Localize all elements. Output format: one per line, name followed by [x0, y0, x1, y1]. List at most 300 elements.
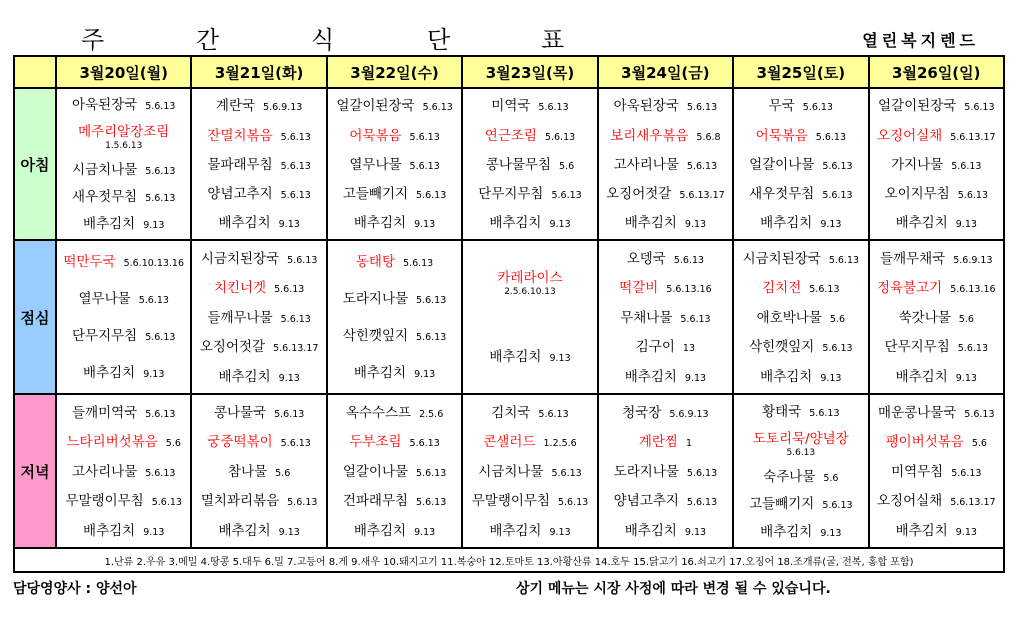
menu-item: [463, 403, 596, 422]
menu-item: [192, 491, 325, 510]
dish-name: 고사리나물: [613, 156, 679, 173]
menu-item-line: [72, 326, 175, 345]
allergen-codes: 5.6: [958, 313, 974, 325]
menu-item-line: [749, 155, 852, 174]
dish-name: 고들빼기지: [342, 185, 409, 202]
dish-name: 삭힌깻잎지: [342, 328, 409, 345]
dish-name: 고사리나물: [71, 463, 138, 480]
menu-cell: [191, 88, 326, 240]
menu-cell-items: [328, 395, 461, 547]
menu-cell: [869, 394, 1004, 548]
allergen-codes: 5.6: [823, 472, 839, 484]
dish-name: 배추김치: [489, 522, 542, 539]
meal-label: 저녁: [14, 394, 56, 548]
menu-item-line: [763, 467, 838, 486]
allergen-codes: 1.2.5.6: [543, 438, 577, 450]
dish-name: 아욱된장국: [613, 98, 679, 115]
menu-item-line: [878, 403, 994, 422]
dish-name: 연근조림: [484, 127, 537, 144]
menu-item: [328, 326, 461, 345]
dish-name: 양념고추지: [613, 493, 679, 510]
dish-name: 배추김치: [353, 215, 407, 232]
allergen-codes: 5.6: [275, 467, 291, 479]
dish-name: 멸치꽈리볶음: [200, 493, 280, 510]
dish-name: 콩나물무침: [485, 156, 552, 173]
allergen-codes: 9.13: [549, 353, 571, 365]
dish-name: 무국: [768, 98, 795, 115]
menu-item: [192, 367, 325, 386]
dish-name: 참나물: [228, 463, 268, 480]
menu-item-line: [478, 462, 581, 481]
allergen-codes: 2.5.6.10.13: [504, 286, 556, 297]
menu-cell-items: [734, 395, 867, 547]
menu-cell-items: [57, 241, 190, 393]
allergen-codes: 5.6.13.17: [273, 343, 319, 355]
dish-name: 오징어실채: [876, 493, 943, 510]
menu-item-line: [749, 494, 852, 513]
day-header: 3월24일(금): [598, 56, 733, 88]
menu-item: [463, 491, 596, 510]
menu-item-line: [354, 213, 435, 232]
allergy-legend: 1.난류 2.우유 3.메밀 4.땅콩 5.대두 6.밀 7.고등어 8.게 9.새우 10.돼지고기 11.복숭아 12.토마토 13.아황산류 14.호두 15.닭고기 16.쇠고기 17.오징어 18.조개류(굴, 전복, 홍합 포함): [14, 548, 1004, 572]
allergen-codes: 5.6.13: [280, 189, 311, 201]
menu-cell-items: [870, 395, 1003, 547]
menu-item: [192, 403, 325, 422]
menu-item: [599, 432, 732, 451]
allergen-codes: 5.6.13: [544, 131, 576, 143]
menu-item: [463, 213, 596, 232]
menu-item: [192, 96, 325, 115]
menu-item: [328, 521, 461, 540]
dish-name: 콩나물국: [213, 404, 267, 421]
menu-item: [870, 367, 1003, 386]
menu-item-line: [356, 252, 433, 271]
menu-item: [192, 126, 325, 145]
allergen-codes: 5.6.13: [287, 497, 318, 509]
menu-cell: [56, 88, 191, 240]
menu-cell: [56, 394, 191, 548]
menu-item-line: [627, 249, 704, 268]
menu-item-line: [625, 213, 706, 232]
allergen-codes: 9.13: [414, 526, 436, 538]
menu-item-line: [483, 432, 576, 451]
allergen-codes: 5.6.13: [957, 343, 988, 355]
menu-item: [734, 249, 867, 268]
breakfast-row: [14, 88, 1004, 240]
menu-item: [599, 308, 732, 327]
menu-item: [328, 462, 461, 481]
menu-item: [57, 289, 190, 308]
menu-item-line: [622, 403, 708, 422]
menu-cell: [733, 394, 868, 548]
menu-item: [734, 367, 867, 386]
menu-item: [599, 96, 732, 115]
menu-item-line: [207, 184, 310, 203]
allergen-codes: 9.13: [414, 219, 436, 231]
dish-name: 도라지나물: [342, 291, 409, 308]
menu-cell: [733, 240, 868, 394]
dish-name: 두부조림: [349, 434, 402, 451]
dish-name: 무채나물: [620, 309, 673, 326]
menu-cell: [462, 240, 597, 394]
allergen-codes: 5.6.13: [280, 160, 311, 172]
allergen-codes: 5.6.13: [274, 408, 305, 420]
allergen-codes: 5.6.13: [809, 407, 840, 419]
menu-item-line: [753, 429, 849, 448]
menu-item-line: [207, 308, 310, 327]
menu-item-line: [880, 249, 993, 268]
menu-item: [870, 126, 1003, 145]
menu-cell: [869, 240, 1004, 394]
dish-name: 김구이: [635, 339, 675, 356]
menu-item: [734, 467, 867, 486]
dish-name: 들깨무채국: [880, 250, 946, 267]
allergen-codes: 5.6: [971, 438, 987, 450]
menu-item: [599, 155, 732, 174]
menu-item-line: [877, 126, 996, 145]
menu-item-line: [636, 337, 695, 356]
title-row: [0, 0, 1009, 54]
menu-item: [192, 184, 325, 203]
dish-name: 오징어젓갈: [199, 339, 266, 356]
allergen-codes: 9.13: [684, 219, 707, 231]
menu-cell-items: [734, 89, 867, 239]
allergen-codes: 5.6.8: [696, 131, 721, 143]
menu-item-line: [349, 432, 439, 451]
dish-name: 도라지나물: [613, 463, 679, 480]
dish-name: 얼갈이된장국: [336, 98, 415, 115]
title-char: 단: [427, 26, 451, 54]
menu-item-line: [349, 155, 439, 174]
menu-item-line: [757, 308, 845, 327]
menu-cell-items: [463, 241, 596, 393]
menu-cell-items: [192, 241, 325, 393]
menu-item-line: [877, 278, 996, 297]
menu-item: [192, 432, 325, 451]
dish-name: 단무지무침: [71, 328, 138, 345]
menu-item: [463, 184, 596, 203]
dish-name: 얼갈이나물: [749, 156, 815, 173]
menu-item: [192, 337, 325, 356]
menu-item: [57, 403, 190, 422]
menu-item: [57, 122, 190, 151]
menu-item-line: [489, 347, 570, 366]
menu-item: [328, 403, 461, 422]
allergen-codes: 5.6.13: [145, 332, 176, 344]
dish-name: 팽이버섯볶음: [885, 434, 964, 451]
menu-item: [734, 126, 867, 145]
menu-item: [734, 213, 867, 232]
menu-item: [734, 96, 867, 115]
menu-cell: [462, 394, 597, 548]
allergen-codes: 9.13: [278, 372, 300, 384]
allergen-codes: 5.6.9.13: [953, 254, 993, 266]
menu-item: [192, 249, 325, 268]
menu-item-line: [63, 252, 184, 271]
dish-name: 물파래무침: [207, 156, 273, 173]
allergen-codes: 5.6.13: [280, 438, 311, 450]
menu-cell: [191, 394, 326, 548]
dish-name: 새우젓무침: [749, 185, 815, 202]
menu-item: [870, 403, 1003, 422]
menu-item: [463, 268, 596, 297]
menu-item: [599, 249, 732, 268]
dish-name: 배추김치: [624, 368, 677, 385]
allergen-codes: 5.6.13: [557, 497, 589, 509]
allergen-codes: 5.6.13: [151, 497, 182, 509]
menu-item-line: [354, 363, 435, 382]
allergen-codes: 1.5.6.13: [105, 140, 143, 151]
allergen-codes: 5.6.13: [416, 189, 447, 201]
allergen-codes: 5.6.13: [964, 408, 995, 420]
menu-item: [463, 126, 596, 145]
dish-name: 청국장: [622, 404, 662, 421]
dish-name: 무말랭이무침: [65, 493, 144, 510]
menu-item-line: [491, 403, 568, 422]
menu-item-line: [214, 278, 304, 297]
day-header: 3월23일(목): [462, 56, 597, 88]
menu-item-line: [343, 289, 446, 308]
dish-name: 떡만두국: [63, 254, 116, 271]
allergen-codes: 5.6.13: [416, 497, 447, 509]
menu-item: [599, 367, 732, 386]
dish-name: 배추김치: [760, 368, 813, 385]
allergen-codes: 9.13: [684, 526, 707, 538]
menu-item-line: [606, 184, 725, 203]
allergen-codes: 5.6.13: [280, 131, 311, 143]
dish-name: 배추김치: [489, 215, 542, 232]
allergen-codes: 5.6.13: [422, 102, 453, 114]
dish-name: 아욱된장국: [71, 97, 138, 114]
menu-item-line: [762, 402, 839, 421]
menu-item: [734, 522, 867, 541]
menu-item-line: [896, 367, 977, 386]
day-header: 3월26일(일): [869, 56, 1004, 88]
menu-cell-items: [599, 241, 732, 393]
allergen-codes: 9.13: [143, 369, 165, 381]
menu-item-line: [207, 432, 310, 451]
day-header: 3월21일(화): [191, 56, 326, 88]
allergen-codes: 5.6.13: [274, 284, 305, 296]
allergen-codes: 5.6.13.17: [950, 131, 996, 143]
menu-item-line: [891, 462, 981, 481]
dish-name: 단무지무침: [478, 185, 544, 202]
menu-cell: [598, 240, 733, 394]
menu-item: [599, 337, 732, 356]
dish-name: 콘샐러드: [483, 434, 536, 451]
dish-name: 미역국: [491, 98, 531, 115]
menu-item: [599, 403, 732, 422]
menu-item-line: [485, 126, 575, 145]
menu-item-line: [614, 462, 717, 481]
dish-name: 계란찜: [638, 434, 678, 451]
menu-cell-items: [328, 241, 461, 393]
dish-name: 배추김치: [624, 215, 677, 232]
menu-item: [734, 155, 867, 174]
dish-name: 가지나물: [891, 156, 944, 173]
menu-item: [734, 402, 867, 421]
allergen-codes: 5.6.13: [145, 467, 176, 479]
dish-name: 미역무침: [891, 463, 944, 480]
menu-cell-items: [463, 89, 596, 239]
dish-name: 어묵볶음: [349, 127, 402, 144]
allergen-codes: 9.13: [143, 526, 165, 538]
menu-item: [734, 494, 867, 513]
dish-name: 무말랭이무침: [471, 493, 550, 510]
dish-name: 계란국: [215, 98, 256, 115]
menu-cell: [598, 88, 733, 240]
dish-name: 배추김치: [83, 365, 136, 382]
menu-item: [734, 184, 867, 203]
menu-item: [57, 252, 190, 271]
menu-item: [734, 337, 867, 356]
allergen-codes: 5.6.9.13: [669, 408, 709, 420]
allergen-codes: 5.6.13: [287, 254, 318, 266]
menu-item-line: [78, 122, 169, 141]
menu-item: [57, 491, 190, 510]
menu-item-line: [885, 337, 988, 356]
dish-name: 배추김치: [895, 368, 948, 385]
menu-item-line: [491, 96, 568, 115]
menu-item-line: [207, 155, 310, 174]
dish-name: 배추김치: [760, 215, 813, 232]
dish-name: 궁중떡볶이: [207, 434, 273, 451]
menu-item: [599, 462, 732, 481]
menu-item-line: [619, 278, 711, 297]
dish-name: 치킨너겟: [213, 280, 267, 297]
menu-item: [328, 155, 461, 174]
menu-item-line: [346, 403, 443, 422]
menu-item: [870, 491, 1003, 510]
dish-name: 고들빼기지: [749, 496, 815, 513]
menu-cell-items: [57, 395, 190, 547]
dish-name: 정육불고기: [876, 280, 943, 297]
title-char: 표: [541, 26, 565, 54]
menu-item: [463, 155, 596, 174]
dish-name: 배추김치: [353, 365, 407, 382]
menu-item: [328, 252, 461, 271]
allergen-codes: 5.6.13: [280, 313, 311, 325]
menu-item-line: [743, 249, 859, 268]
dish-name: 건파래무침: [342, 493, 409, 510]
menu-item-line: [343, 326, 446, 345]
allergen-codes: 9.13: [955, 526, 977, 538]
dish-name: 황태국: [762, 403, 802, 420]
menu-item-line: [216, 96, 302, 115]
menu-item-line: [218, 521, 299, 540]
menu-item: [599, 521, 732, 540]
menu-item-line: [336, 96, 452, 115]
allergen-codes: 5.6.13: [957, 189, 988, 201]
menu-cell-items: [57, 89, 190, 239]
menu-item: [870, 521, 1003, 540]
dish-name: 오뎅국: [626, 250, 666, 267]
dinner-row: [14, 394, 1004, 548]
menu-item-line: [639, 432, 692, 451]
menu-item: [192, 308, 325, 327]
menu-item: [192, 462, 325, 481]
dish-name: 쑥갓나물: [898, 309, 951, 326]
dish-name: 시금치나물: [71, 161, 138, 178]
menu-item: [57, 521, 190, 540]
dish-name: 옥수수스프: [345, 404, 412, 421]
allergen-codes: 5.6.13: [416, 467, 447, 479]
menu-item: [192, 278, 325, 297]
menu-cell: [598, 394, 733, 548]
dish-name: 열무나물: [349, 156, 402, 173]
allergen-codes: 5.6.13: [686, 160, 718, 172]
dish-name: 잔멸치볶음: [207, 127, 273, 144]
menu-item: [870, 337, 1003, 356]
allergen-codes: 5.6.13: [822, 189, 853, 201]
title-char: 식: [311, 26, 335, 54]
dish-name: 느타리버섯볶음: [66, 434, 158, 451]
menu-item-line: [620, 308, 710, 327]
dish-name: 삭힌깻잎지: [749, 339, 815, 356]
allergen-codes: 13: [682, 343, 695, 355]
weekly-menu-table: [13, 55, 1005, 573]
menu-item-line: [486, 155, 574, 174]
dish-name: 들깨무나물: [207, 309, 273, 326]
menu-cell-items: [870, 241, 1003, 393]
menu-item: [463, 462, 596, 481]
menu-item: [463, 521, 596, 540]
dish-name: 배추김치: [83, 522, 136, 539]
dish-name: 메주리알장조림: [78, 124, 170, 141]
allergen-codes: 5.6.13: [673, 254, 705, 266]
allergen-codes: 5.6.9.13: [263, 102, 303, 114]
menu-item-line: [878, 96, 994, 115]
allergen-codes: 5.6.13.17: [950, 497, 996, 509]
dish-name: 얼갈이된장국: [878, 98, 957, 115]
menu-item-line: [749, 337, 852, 356]
menu-item-line: [614, 491, 717, 510]
allergen-codes: 5.6.13: [138, 295, 169, 307]
menu-item-line: [891, 155, 981, 174]
menu-item: [870, 249, 1003, 268]
menu-cell-items: [870, 89, 1003, 239]
menu-item-line: [214, 403, 304, 422]
menu-item: [57, 363, 190, 382]
dish-name: 배추김치: [489, 349, 542, 366]
menu-item: [734, 429, 867, 458]
allergen-codes: 5.6.13: [551, 467, 582, 479]
menu-item-line: [489, 521, 570, 540]
dish-name: 시금치된장국: [742, 250, 821, 267]
menu-item-line: [83, 214, 164, 233]
menu-item-line: [762, 278, 839, 297]
menu-item: [870, 213, 1003, 232]
allergen-codes: 5.6.13: [409, 160, 440, 172]
menu-cell: [327, 240, 462, 394]
menu-item-line: [83, 521, 164, 540]
dish-name: 열무나물: [78, 291, 131, 308]
allergen-codes: 5.6.13: [409, 438, 440, 450]
menu-item: [57, 326, 190, 345]
allergen-codes: 5.6.13: [951, 467, 982, 479]
menu-item-line: [201, 249, 317, 268]
menu-item-line: [625, 367, 706, 386]
allergen-codes: 5.6.13: [802, 102, 833, 114]
allergen-codes: 9.13: [820, 372, 842, 384]
menu-item-line: [478, 184, 581, 203]
menu-cell: [56, 240, 191, 394]
organization-name: 열린복지렌드: [862, 31, 979, 50]
menu-cell: [327, 88, 462, 240]
dish-name: 오이지무침: [884, 185, 950, 202]
dietitian-label: 담당영양사 : 양선아: [13, 581, 137, 597]
allergen-codes: 5.6.13: [964, 102, 995, 114]
